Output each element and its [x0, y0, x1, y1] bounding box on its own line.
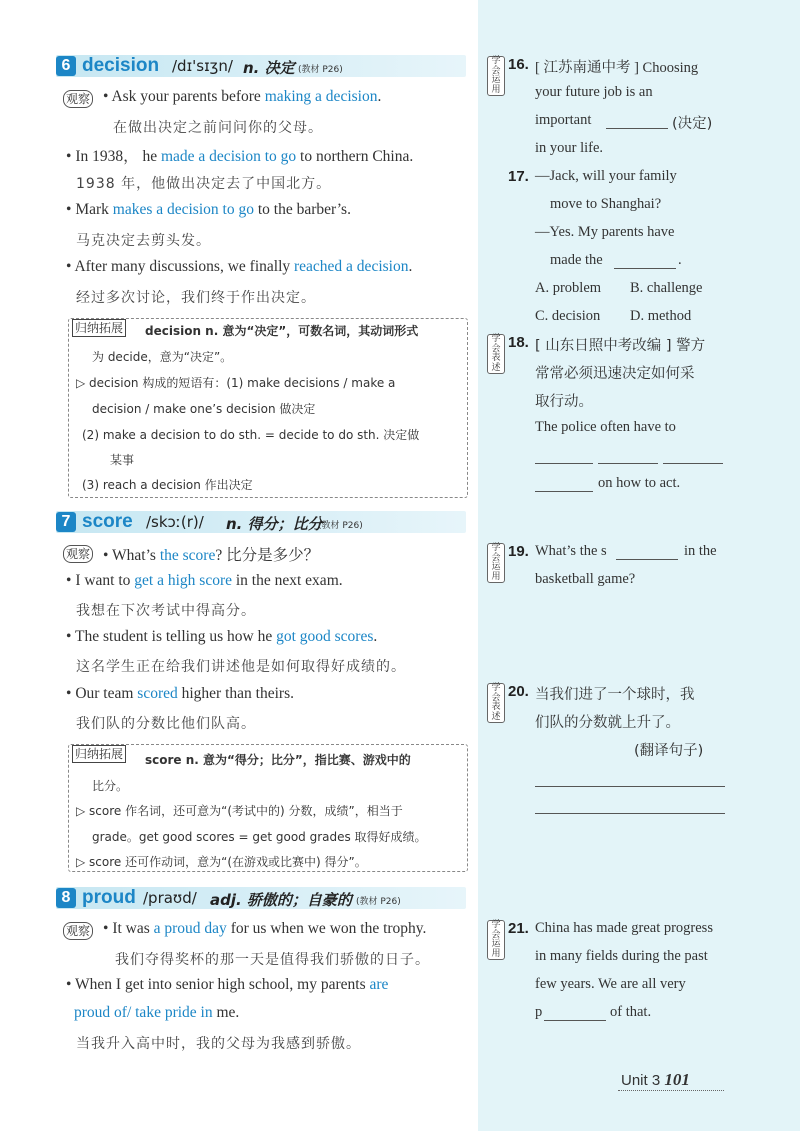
summary-note: 为 decide，意为“决定”。 [92, 350, 233, 364]
question-text: basketball game? [535, 571, 636, 587]
summary-note: decision / make one’s decision 做决定 [92, 402, 316, 416]
entry-word: score [82, 511, 133, 532]
entry-pronunciation: /dɪ'sɪʒn/ [172, 57, 233, 75]
question-text: What’s the s [535, 543, 607, 559]
option-b[interactable]: B. challenge [630, 280, 703, 296]
observe-tag: 观察 [63, 545, 93, 563]
question-number: 18. [508, 334, 529, 351]
answer-blank[interactable] [535, 812, 725, 814]
summary-note: ▷ score 作名词，还可意为“(考试中的) 分数，成绩”，相当于 [76, 804, 403, 818]
example-translation: 我们夺得奖杯的那一天是值得我们骄傲的日子。 [115, 952, 430, 968]
example-sentence: • It was a proud day for us when we won the trophy. [103, 920, 427, 937]
question-text: p [535, 1004, 543, 1020]
observe-tag: 观察 [63, 90, 93, 108]
answer-blank[interactable] [535, 490, 593, 492]
answer-blank[interactable] [606, 127, 668, 129]
example-translation: 这名学生正在给我们讲述他是如何取得好成绩的。 [76, 659, 406, 675]
summary-note: 某事 [110, 453, 135, 467]
textbook-reference: (教材 P26) [298, 65, 343, 75]
example-translation: 在做出决定之前问问你的父母。 [113, 120, 323, 136]
question-text: in the [684, 543, 717, 559]
question-text: on how to act. [598, 475, 681, 491]
answer-blank[interactable] [598, 462, 658, 464]
example-sentence: • Ask your parents before making a decision. [103, 88, 382, 105]
exercise-tag-express: 学会表述 [487, 683, 505, 723]
question-text: 们队的分数就上升了。 [535, 715, 680, 731]
example-translation: 我想在下次考试中得高分。 [76, 603, 256, 619]
question-text: in many fields during the past [535, 948, 708, 964]
question-text: 常常必须迅速决定如何采 [535, 366, 695, 382]
question-text: important [535, 112, 592, 128]
answer-blank[interactable] [616, 558, 678, 560]
observe-tag: 观察 [63, 922, 93, 940]
summary-note: grade。get good scores = get good grades 取得好成绩。 [92, 830, 427, 844]
answer-blank[interactable] [544, 1019, 606, 1021]
summary-note: score n. 意为“得分；比分”，指比赛、游戏中的 [145, 753, 411, 767]
question-number: 17. [508, 168, 529, 185]
example-sentence: • After many discussions, we finally reached a decision. [66, 258, 413, 275]
question-number: 16. [508, 56, 529, 73]
question-text: in your life. [535, 140, 604, 156]
question-number: 19. [508, 543, 529, 560]
answer-blank[interactable] [663, 462, 723, 464]
option-d[interactable]: D. method [630, 308, 692, 324]
example-sentence: proud of/ take pride in me. [74, 1004, 240, 1021]
question-text: your future job is an [535, 84, 653, 100]
summary-note: ▷ score 还可作动词，意为“(在游戏或比赛中) 得分”。 [76, 855, 367, 869]
question-text: 取行动。 [535, 394, 593, 410]
example-sentence: • I want to get a high score in the next exam. [66, 572, 343, 589]
entry-word: proud [82, 887, 136, 908]
question-text: 当我们进了一个球时，我 [535, 687, 695, 703]
option-c[interactable]: C. decision [535, 308, 601, 324]
answer-blank[interactable] [614, 267, 676, 269]
example-translation: 马克决定去剪头发。 [76, 233, 211, 249]
question-text: —Jack, will your family [535, 168, 677, 184]
question-hint: (决定) [672, 116, 713, 132]
summary-tag: 归纳拓展 [72, 319, 126, 337]
example-sentence: • The student is telling us how he got good scores. [66, 628, 378, 645]
summary-note: (2) make a decision to do sth. = decide to do sth. 决定做 [82, 428, 420, 442]
example-sentence: • What’s the score? 比分是多少？ [103, 547, 320, 564]
example-sentence: • Mark makes a decision to go to the barber’s. [66, 201, 351, 218]
example-sentence: • Our team scored higher than theirs. [66, 685, 294, 702]
exercise-tag-use: 学会运用 [487, 920, 505, 960]
page-footer [621, 1070, 690, 1090]
question-number: 20. [508, 683, 529, 700]
textbook-reference: (教材 P26) [356, 897, 401, 907]
summary-note: ▷ decision 构成的短语有：(1) make decisions / make a [76, 376, 396, 390]
example-translation: 1938 年，他做出决定去了中国北方。 [76, 176, 332, 192]
summary-note: decision n. 意为“决定”，可数名词，其动词形式 [145, 324, 419, 338]
example-translation: 当我升入高中时，我的父母为我感到骄傲。 [76, 1036, 361, 1052]
exercise-tag-use: 学会运用 [487, 56, 505, 96]
entry-part-of-speech: n. 得分；比分 [226, 515, 323, 533]
question-text: [ 山东日照中考改编 ] 警方 [535, 338, 706, 354]
entry-pronunciation: /skɔː(r)/ [146, 513, 204, 531]
example-sentence: • When I get into senior high school, my parents are [66, 976, 389, 993]
answer-blank[interactable] [535, 785, 725, 787]
example-sentence: • In 1938， he made a decision to go to northern China. [66, 148, 414, 165]
answer-blank[interactable] [535, 462, 593, 464]
question-number: 21. [508, 920, 529, 937]
entry-part-of-speech: n. 决定 [243, 59, 295, 77]
question-text: —Yes. My parents have [535, 224, 675, 240]
footer-rule [618, 1090, 724, 1091]
option-a[interactable]: A. problem [535, 280, 602, 296]
entry-number-badge: 8 [56, 888, 76, 908]
summary-note: (3) reach a decision 作出决定 [82, 478, 253, 492]
question-text: few years. We are all very [535, 976, 686, 992]
exercise-tag-use: 学会运用 [487, 543, 505, 583]
question-text: . [678, 252, 682, 268]
summary-tag: 归纳拓展 [72, 745, 126, 763]
exercise-tag-express: 学会表述 [487, 334, 505, 374]
entry-number-badge: 6 [56, 56, 76, 76]
question-hint: (翻译句子) [634, 743, 704, 759]
page-number: 101 [664, 1070, 690, 1089]
summary-note: 比分。 [92, 779, 129, 793]
question-text: The police often have to [535, 419, 676, 435]
question-text: move to Shanghai? [550, 196, 662, 212]
unit-label: Unit 3 [621, 1072, 661, 1089]
question-text: China has made great progress [535, 920, 713, 936]
entry-part-of-speech: adj. 骄傲的；自豪的 [210, 891, 352, 909]
example-translation: 我们队的分数比他们队高。 [76, 716, 256, 732]
question-text: [ 江苏南通中考 ] Choosing [535, 60, 699, 76]
question-text: made the [550, 252, 603, 268]
example-translation: 经过多次讨论，我们终于作出决定。 [76, 290, 316, 306]
entry-number-badge: 7 [56, 512, 76, 532]
question-text: of that. [610, 1004, 652, 1020]
entry-pronunciation: /praʊd/ [143, 889, 197, 907]
entry-word: decision [82, 55, 160, 76]
textbook-reference: (教材 P26) [318, 521, 363, 531]
